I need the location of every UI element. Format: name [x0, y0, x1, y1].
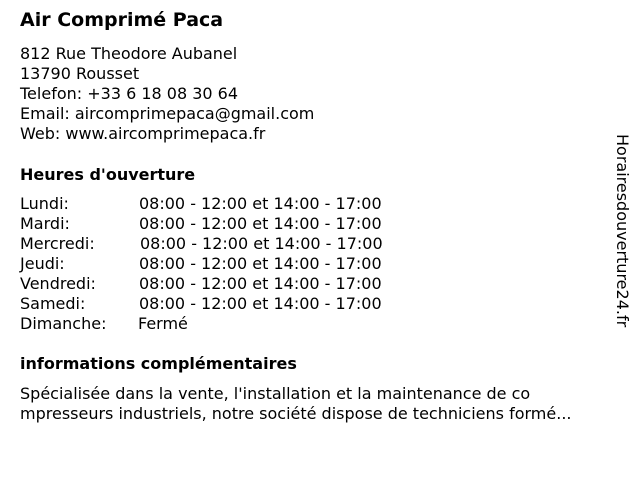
- email-text: Email: aircomprimepaca@gmail.com: [20, 104, 315, 123]
- info-heading: informations complémentaires: [20, 354, 297, 373]
- day-label: Samedi:: [20, 294, 86, 313]
- hours-row-jeudi: [20, 254, 440, 274]
- day-label: Vendredi:: [20, 274, 96, 293]
- hours-row-mardi: [20, 214, 440, 234]
- phone-text: Telefon: +33 6 18 08 30 64: [20, 84, 239, 103]
- watermark-text: Horairesdouverture24.fr: [613, 134, 632, 328]
- business-name: Air Comprimé Paca: [20, 9, 224, 31]
- time-value: 08:00 - 12:00 et 14:00 - 17:00: [139, 214, 382, 233]
- day-label: Mardi:: [20, 214, 70, 233]
- hours-table: [20, 194, 440, 334]
- day-label: Mercredi:: [20, 234, 95, 253]
- hours-row-samedi: [20, 294, 440, 314]
- time-value: 08:00 - 12:00 et 14:00 - 17:00: [139, 254, 382, 273]
- time-value: Fermé: [138, 314, 188, 333]
- description-text: [20, 384, 620, 424]
- hours-heading: Heures d'ouverture: [20, 165, 196, 184]
- time-value: 08:00 - 12:00 et 14:00 - 17:00: [139, 194, 382, 213]
- time-value: 08:00 - 12:00 et 14:00 - 17:00: [140, 234, 383, 253]
- day-label: Dimanche:: [20, 314, 107, 333]
- watermark: [611, 134, 633, 344]
- description-line: mpresseurs industriels, notre société dispose de techniciens formé...: [20, 404, 572, 423]
- time-value: 08:00 - 12:00 et 14:00 - 17:00: [139, 294, 382, 313]
- hours-row-mercredi: [20, 234, 440, 254]
- address-street: 812 Rue Theodore Aubanel: [20, 44, 238, 63]
- hours-row-vendredi: [20, 274, 440, 294]
- contact-block: [20, 44, 314, 144]
- time-value: 08:00 - 12:00 et 14:00 - 17:00: [139, 274, 382, 293]
- address-city: 13790 Rousset: [20, 64, 140, 83]
- description-line: Spécialisée dans la vente, l'installation et la maintenance de co: [20, 384, 531, 403]
- hours-row-lundi: [20, 194, 440, 214]
- day-label: Jeudi:: [20, 254, 65, 273]
- web-text: Web: www.aircomprimepaca.fr: [20, 124, 266, 143]
- hours-row-dimanche: [20, 314, 440, 334]
- day-label: Lundi:: [20, 194, 69, 213]
